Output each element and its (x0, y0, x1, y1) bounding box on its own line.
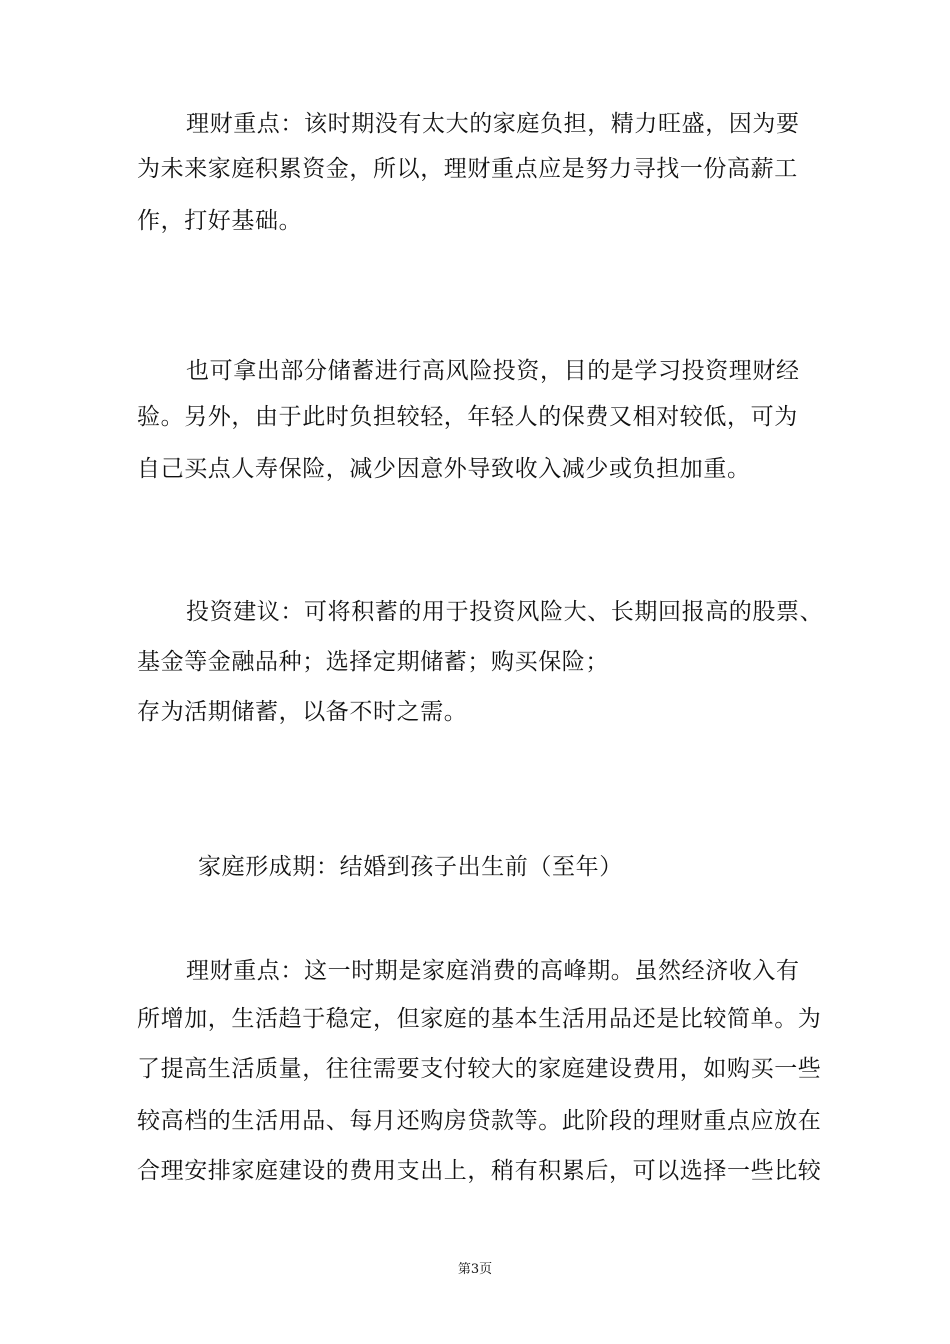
paragraph-1-line-1: 理财重点：该时期没有太大的家庭负担，精力旺盛，因为要 (186, 111, 800, 137)
section-heading: 家庭形成期：结婚到孩子出生前（至年） (198, 854, 623, 880)
paragraph-5-line-2: 所增加，生活趋于稳定，但家庭的基本生活用品还是比较简单。为 (137, 1006, 822, 1032)
paragraph-5-line-4: 较高档的生活用品、每月还购房贷款等。此阶段的理财重点应放在 (137, 1108, 822, 1134)
paragraph-2-line-3: 自己买点人寿保险，减少因意外导致收入减少或负担加重。 (137, 456, 751, 482)
paragraph-1-line-3: 作，打好基础。 (137, 208, 303, 234)
page-number: 第3页 (457, 1262, 493, 1277)
paragraph-5-line-5: 合理安排家庭建设的费用支出上，稍有积累后，可以选择一些比较 (137, 1158, 822, 1184)
paragraph-3-line-3: 存为活期储蓄，以备不时之需。 (137, 699, 468, 725)
paragraph-2-line-2: 验。另外，由于此时负担较轻，年轻人的保费又相对较低，可为 (137, 404, 798, 430)
paragraph-5-line-1: 理财重点：这一时期是家庭消费的高峰期。虽然经济收入有 (186, 958, 800, 984)
paragraph-2-line-1: 也可拿出部分储蓄进行高风险投资，目的是学习投资理财经 (186, 358, 800, 384)
paragraph-1-line-2: 为未来家庭积累资金，所以，理财重点应是努力寻找一份高薪工 (137, 156, 798, 182)
paragraph-3-line-1: 投资建议：可将积蓄的用于投资风险大、长期回报高的股票、 (186, 599, 824, 625)
paragraph-5-line-3: 了提高生活质量，往往需要支付较大的家庭建设费用，如购买一些 (137, 1056, 822, 1082)
paragraph-3-line-2: 基金等金融品种；选择定期储蓄；购买保险； (137, 649, 609, 675)
